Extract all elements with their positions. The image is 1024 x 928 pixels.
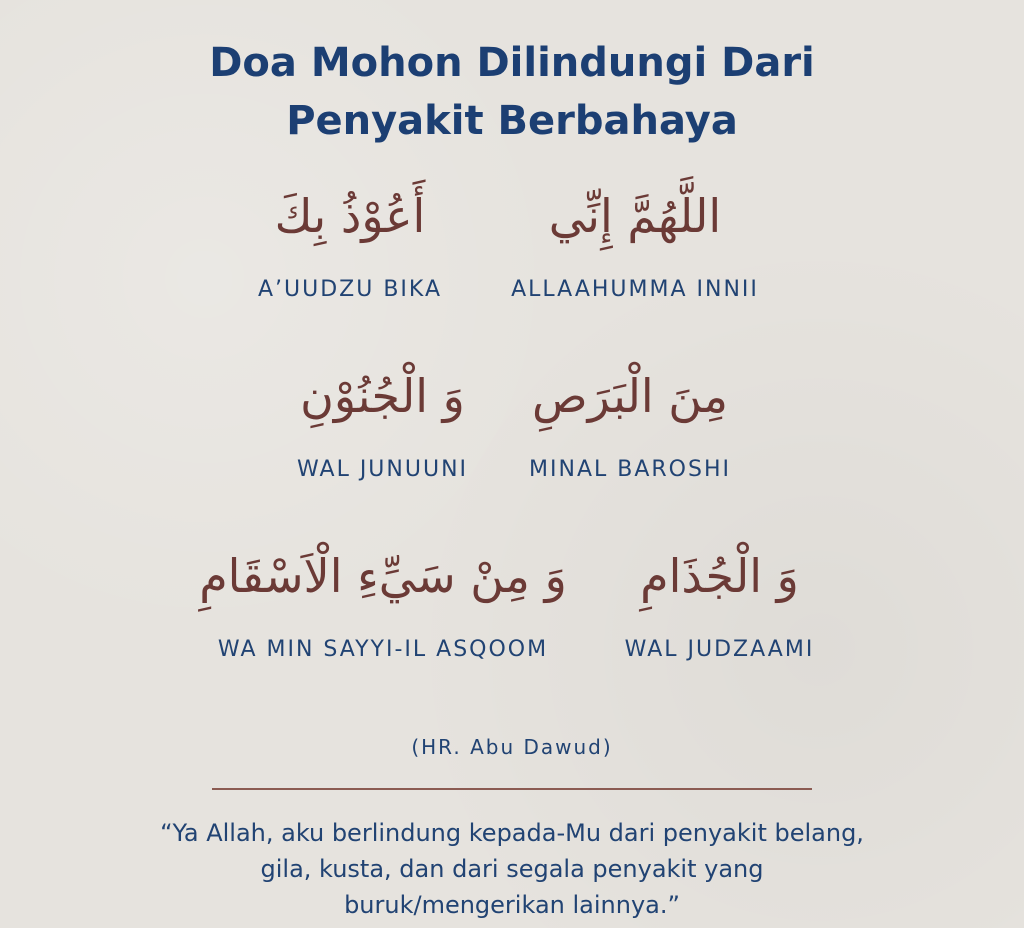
title-line-2: Penyakit Berbahaya <box>286 98 738 144</box>
latin-text-right-3: WAL JUDZAAMI <box>624 637 815 662</box>
latin-text-left-3: WA MIN SAYYI-IL ASQOOM <box>217 637 549 662</box>
prayer-cell-right-1 <box>500 185 770 305</box>
latin-text-right-1: ALLAAHUMMA INNII <box>511 277 759 302</box>
prayer-cell-right-2 <box>520 365 740 485</box>
translation-line-2: gila, kusta, dan dari segala penyakit yang <box>260 855 764 883</box>
arabic-text-right-3: وَ الْجُذَامِ <box>640 549 799 603</box>
title-line-1: Doa Mohon Dilindungi Dari <box>209 40 815 86</box>
section-divider <box>212 788 812 790</box>
prayer-cell-left-3 <box>198 545 568 665</box>
page-title <box>0 34 1024 150</box>
hadith-source: (HR. Abu Dawud) <box>411 735 613 759</box>
prayer-pair-2 <box>0 365 1024 525</box>
prayer-cell-right-3 <box>612 545 827 665</box>
translation-line-3: buruk/mengerikan lainnya.” <box>344 891 680 919</box>
prayer-pair-3 <box>0 545 1024 705</box>
arabic-text-right-2: مِنَ الْبَرَصِ <box>532 369 728 423</box>
prayer-cell-left-1 <box>250 185 450 305</box>
translation-text <box>90 815 934 923</box>
latin-text-left-1: A’UUDZU BIKA <box>257 277 443 302</box>
arabic-text-right-1: اللَّهُمَّ إِنِّي <box>548 189 722 243</box>
latin-text-right-2: MINAL BAROSHI <box>529 457 731 482</box>
latin-text-left-2: WAL JUNUUNI <box>296 457 469 482</box>
translation-line-1: “Ya Allah, aku berlindung kepada-Mu dari penyakit belang, <box>160 819 864 847</box>
prayer-cell-left-2 <box>285 365 480 485</box>
prayer-pair-1 <box>0 185 1024 345</box>
arabic-text-left-1: أَعُوْذُ بِكَ <box>274 189 426 243</box>
arabic-text-left-2: وَ الْجُنُوْنِ <box>300 369 465 423</box>
arabic-text-left-3: وَ مِنْ سَيِّءِ الْاَسْقَامِ <box>199 549 567 603</box>
